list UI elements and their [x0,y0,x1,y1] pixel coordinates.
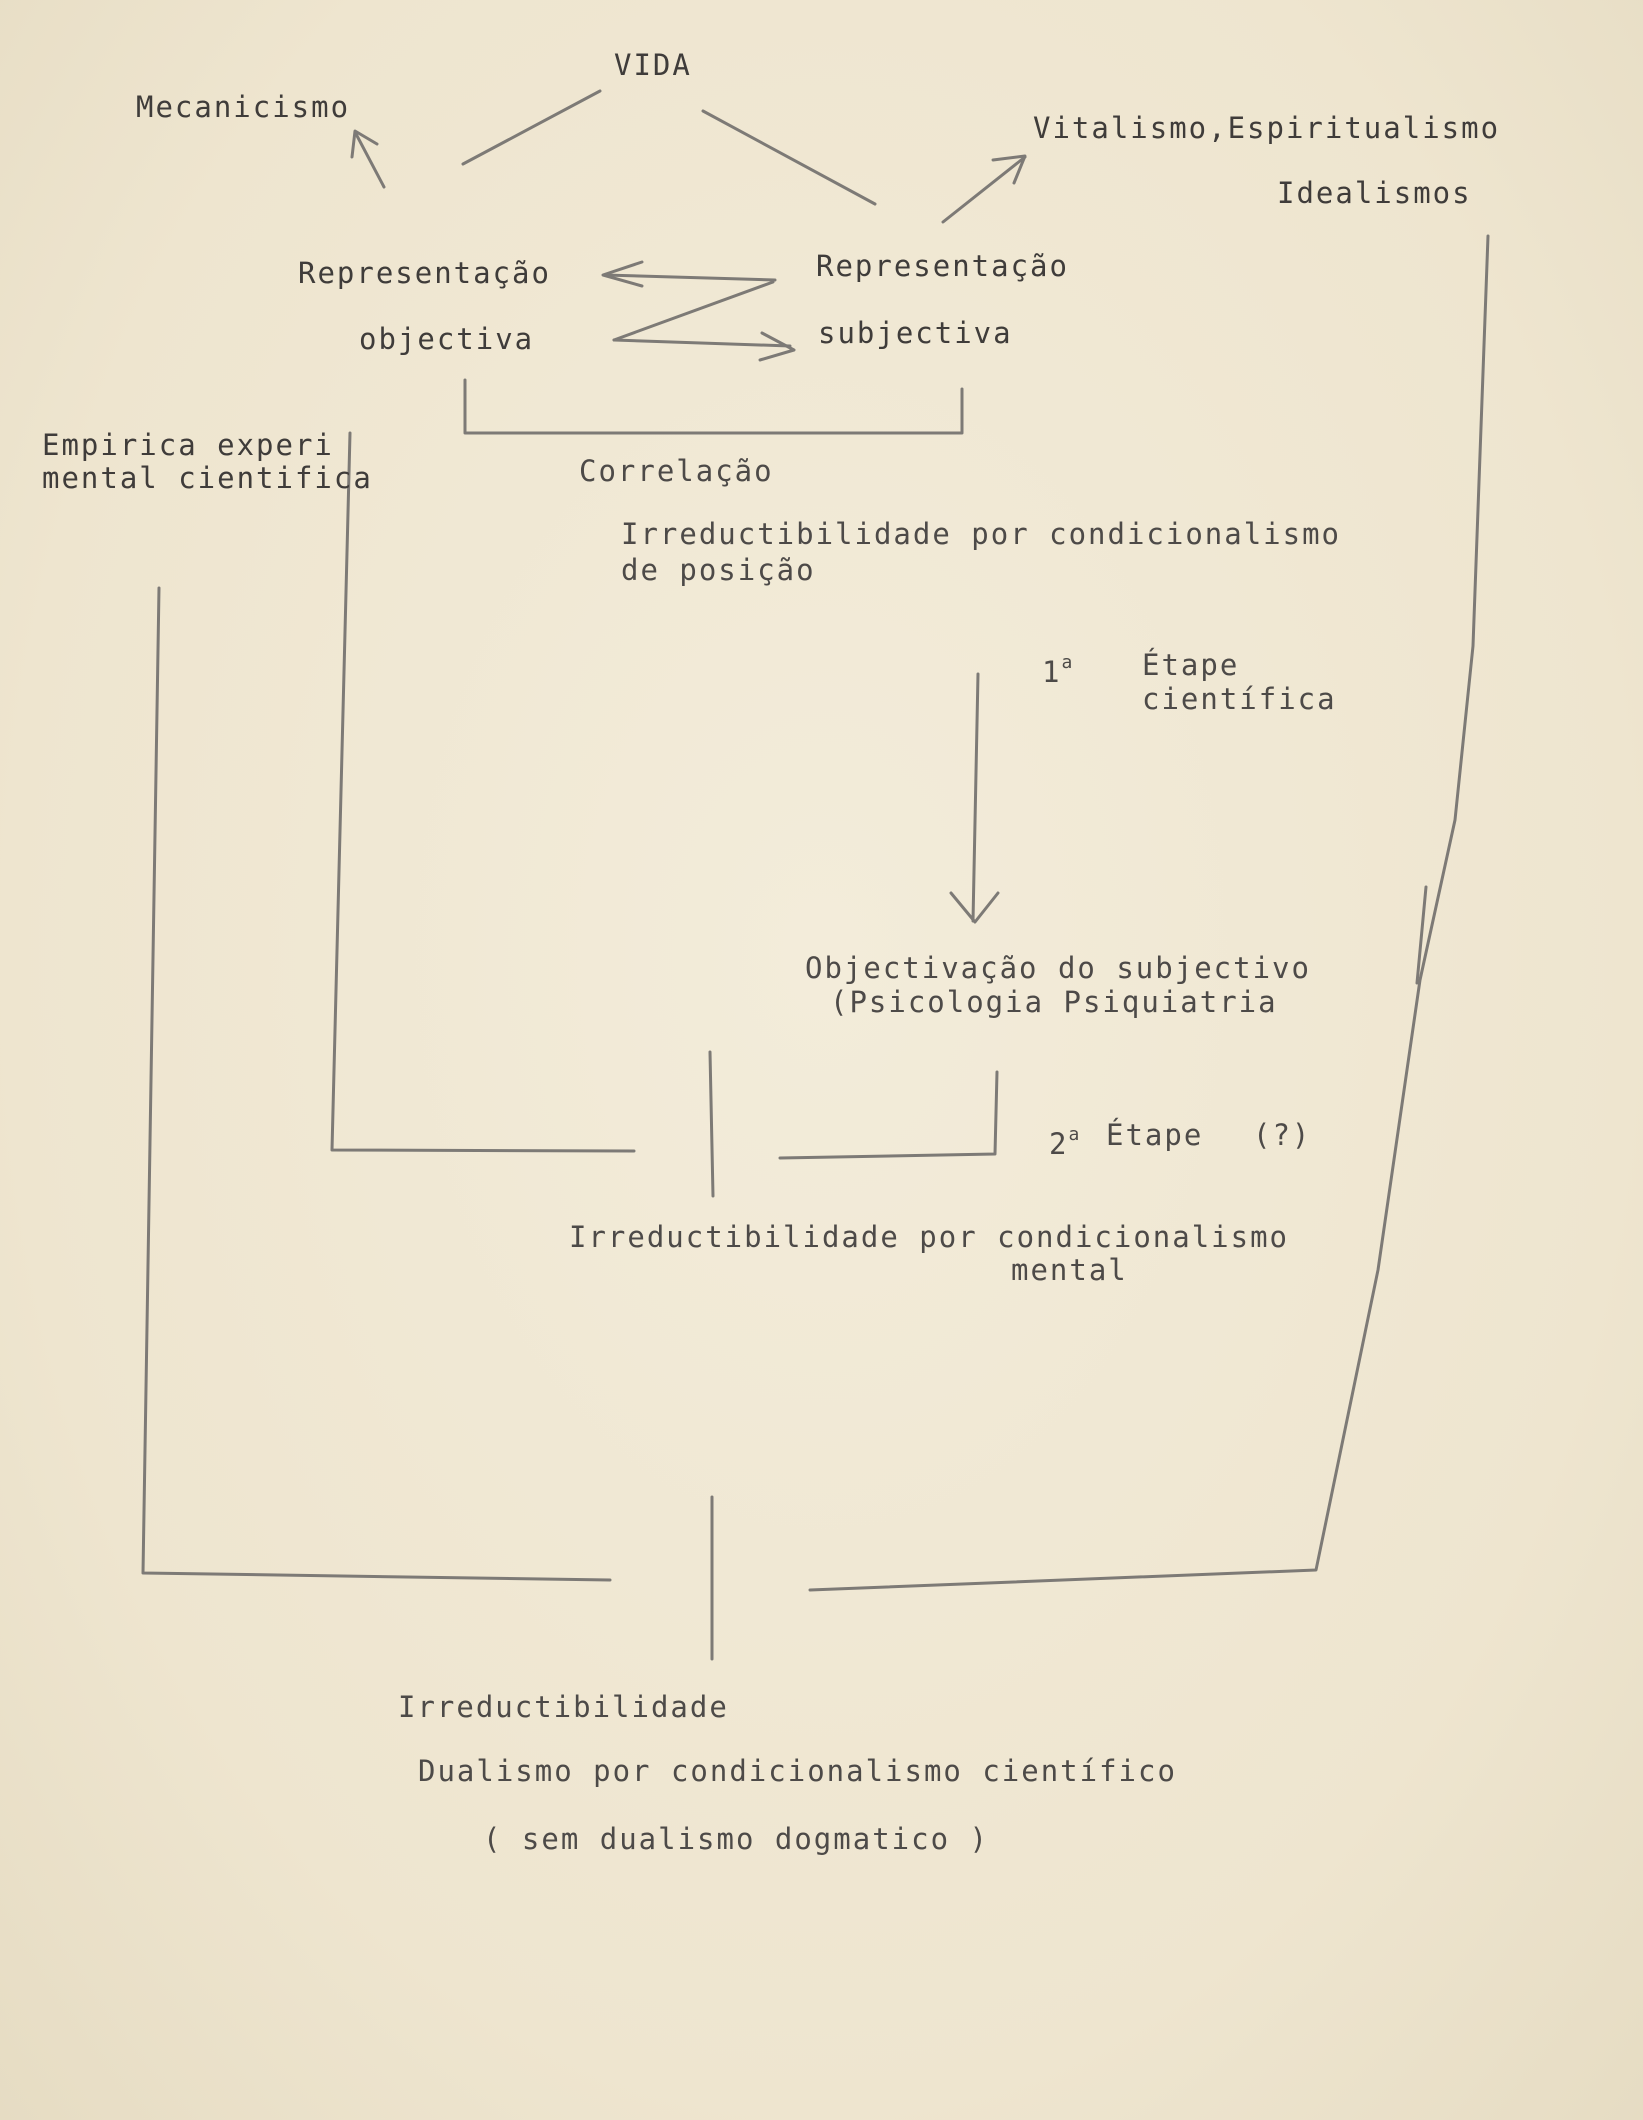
correlacao-label: Correlação [579,454,774,488]
etape2-ordinal [1049,1118,1081,1161]
irreducibility-position-line1: Irreductibilidade por condicionalismo [621,517,1342,551]
representation-objective-line2: objectiva [359,322,535,356]
vitalismo-arrow-shaft [943,157,1025,222]
idealismos-label: Idealismos [1277,176,1472,210]
z-diagonal [614,282,773,340]
etape1-line2: científica [1142,682,1337,716]
representation-objective-line1: Representação [298,256,551,290]
z-bottom-line [614,340,790,346]
bottom-irreducibility: Irreductibilidade [398,1690,729,1724]
vida-left-branch [463,91,600,164]
etape1-line1: Étape [1142,648,1240,682]
bottom-dualismo: Dualismo por condicionalismo científico [418,1754,1177,1788]
etape1-number: 1 [1042,655,1062,689]
irreducibility-position-line2: de posição [621,553,816,587]
empirica-line2: mental cientifica [42,461,373,495]
bottom-sem-dualismo: ( sem dualismo dogmatico ) [483,1822,989,1856]
objectivacao-line2: (Psicologia Psiquiatria [830,985,1278,1019]
vida-right-branch [703,111,875,204]
etape2-bracket-left-tick [710,1052,713,1196]
representation-subjective-line2: subjectiva [818,316,1013,350]
vitalismo-label: Vitalismo,Espiritualismo [1033,111,1501,145]
etape2-bracket [780,1072,997,1158]
outer-right-bracket [810,236,1488,1590]
z-top-arrowhead [603,262,642,286]
etape1-ordinal [1042,646,1074,689]
etape2-label: Étape [1106,1118,1204,1152]
vida-label: VIDA [614,48,692,82]
etape2-ordinal-suffix: a [1068,1124,1082,1145]
etape1-ordinal-suffix: a [1061,652,1075,673]
etape1-arrow-shaft [973,674,978,921]
empirica-bracket [332,433,634,1151]
z-top-line [604,275,775,280]
objectivacao-line1: Objectivação do subjectivo [805,951,1311,985]
mecanicismo-label: Mecanicismo [136,90,351,124]
outer-left-bracket [143,588,610,1580]
representation-subjective-line1: Representação [816,249,1069,283]
etape2-number: 2 [1049,1127,1069,1161]
irreducibility-mental-line2: mental [1011,1253,1128,1287]
correlation-bracket [465,380,962,433]
empirica-line1: Empirica experi [42,428,334,462]
etape2-question: (?) [1253,1118,1312,1152]
irreducibility-mental-line1: Irreductibilidade por condicionalismo [569,1220,1290,1254]
